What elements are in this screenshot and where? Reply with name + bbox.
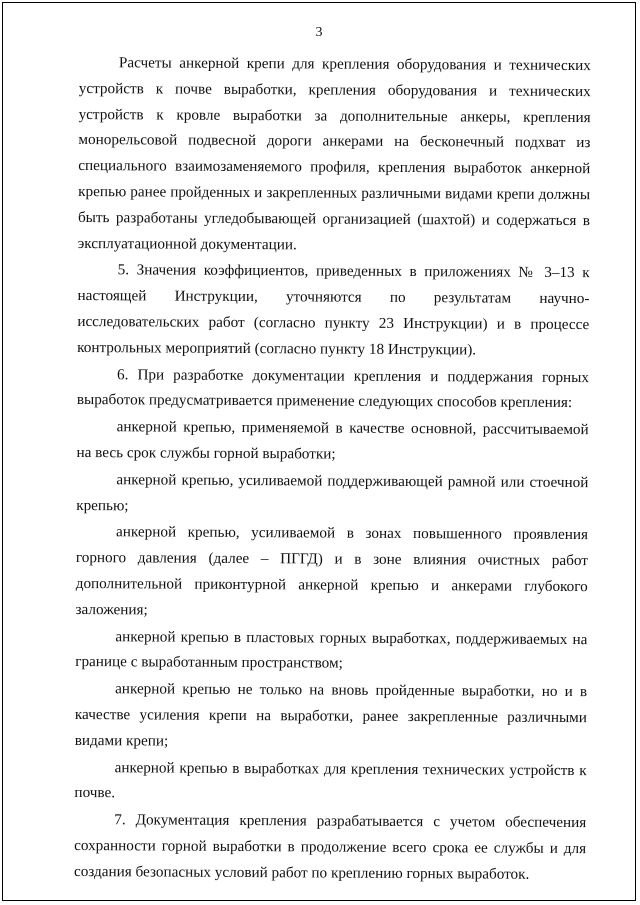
list-item-seam-workings: анкерной крепью в пластовых горных выработках, поддерживаемых на границе с выработанным пространством; [75,627,588,672]
document-body [74,50,591,888]
paragraph-anchor-calculations: Расчеты анкерной крепи для крепления оборудования и технических устройств к почве выработки, крепления оборудования и технических устройств к кровле выработки за дополнительные анкеры, крепления монорельсовой подвесной дороги анкерами на бесконечный подхват из специального взаимозаменяемого профиля, крепления выработок анкерной крепью ранее пройденных и закрепленных различными видами крепи должны быть разработаны угледобывающей организацией (шахтой) и содержаться в эксплуатационной документации. [77,54,591,253]
paragraph-item-5: 5. Значения коэффициентов, приведенных в приложениях № 3–13 к настоящей Инструкции, уточняются по результатам научно-исследовательских работ (согласно пункту 23 Инструкции) и в процессе контрольных мероприятий (согласно пункту 18 Инструкции). [77,261,590,359]
list-item-main-support: анкерной крепью, применяемой в качестве основной, рассчитываемой на весь срок службы горной выработки; [76,418,589,463]
document-page [2,2,636,901]
paragraph-item-7: 7. Документация крепления разрабатывается с учетом обеспечения сохранности горной выработки в продолжение всего срока ее службы и для создания безопасных условий работ по креплению горных выработок. [73,811,587,883]
list-item-pggd-zones: анкерной крепью, усиливаемой в зонах повышенного проявления горного давления (далее – ПГГД) и в зоне влияния очистных работ дополнительной приконтурной анкерной крепью и анкерами глубокого заложения; [75,523,589,619]
paragraph-item-6: 6. При разработке документации крепления и поддержания горных выработок предусматривается применение следующих способов крепления: [76,365,590,412]
list-item-frame-support: анкерной крепью, усиливаемой поддерживающей рамной или стоечной крепью; [76,470,589,514]
list-item-floor-fastening: анкерной крепью в выработках для крепления технических устройств к почве. [74,758,587,802]
list-item-reinforcement: анкерной крепью не только на вновь пройденные выработки, но и в качестве усиления крепи на выработки, ранее закрепленные различными видами крепи; [74,680,588,750]
page-number: 3 [315,25,323,40]
